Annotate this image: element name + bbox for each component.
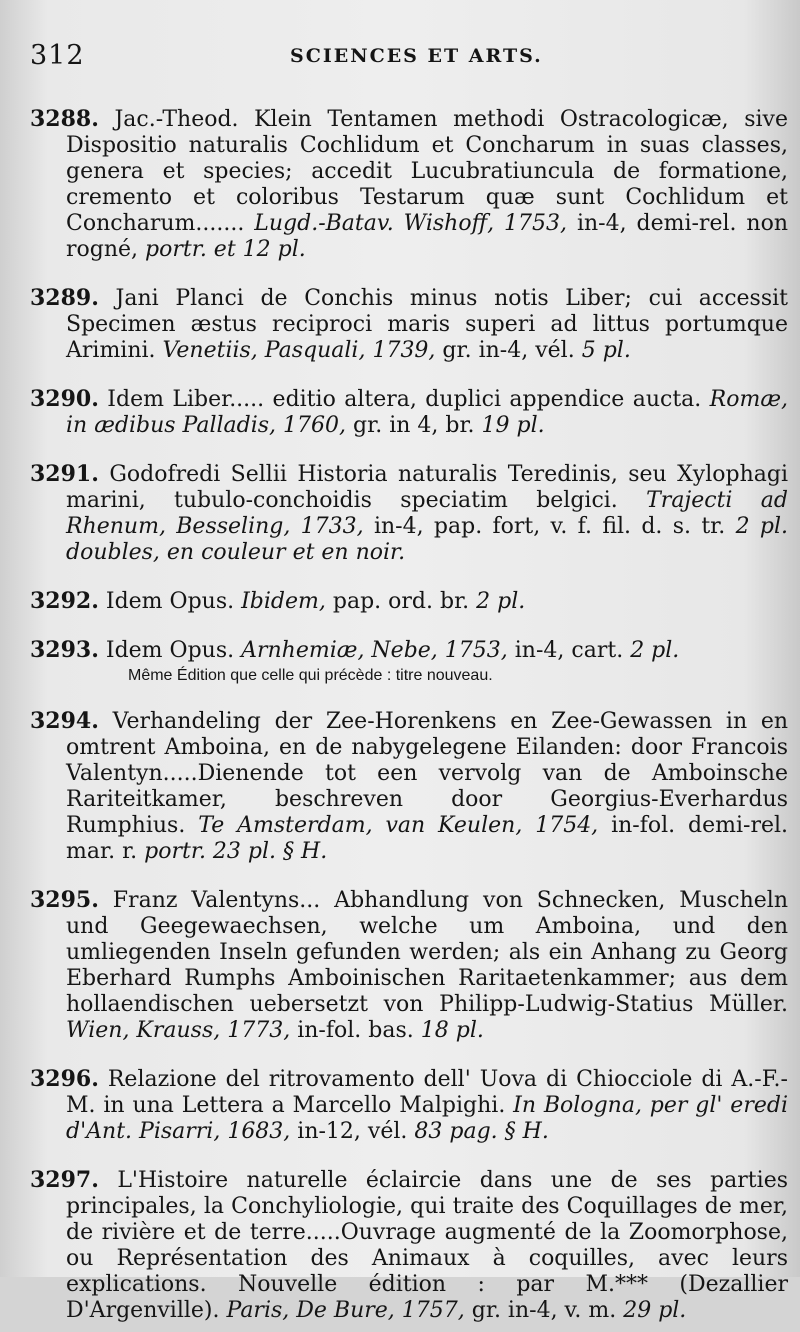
entry-number: 3289. xyxy=(30,285,99,311)
entry-format: pap. ord. br. xyxy=(325,589,477,614)
entry-title: Relazione del ritrovamento dell' Uova di Chiocciole di A.-F.-M. in una Lettera a Marcello Malpighi. xyxy=(66,1067,788,1118)
entry-format: in-4, cart. xyxy=(507,638,631,663)
catalogue-entry xyxy=(30,386,788,439)
entry-title: Franz Valentyns... Abhandlung von Schnecken, Muscheln und Geegewaechsen, welche um Amboina, und den umliegenden Inseln gefunden werden; als ein Anhang zu Georg Eberhard Rumphs Amboinischen Raritaetenkammer; aus dem hollaendischen uebersetzt von Philipp-Ludwig-Statius Müller. xyxy=(66,888,788,1017)
catalogue-entry xyxy=(30,708,788,865)
entry-imprint: Paris, De Bure, 1757, xyxy=(226,1298,465,1323)
entry-imprint: Lugd.-Batav. Wishoff, 1753, xyxy=(254,211,568,236)
entry-title: Verhandeling der Zee-Horenkens en Zee-Gewassen in en omtrent Amboina, en de nabygelegene Eilanden: door Francois Valentyn.....Dienende tot een vervolg van de Amboinsche Rariteitkamer, beschreven door Georgius-Everhardus Rumphius. xyxy=(66,709,789,838)
entry-imprint: Arnhemiæ, Nebe, 1753, xyxy=(241,638,508,663)
entry-imprint: Te Amsterdam, van Keulen, 1754, xyxy=(198,813,599,838)
entry-title: Idem Opus. xyxy=(105,589,242,614)
entry-imprint: Wien, Krauss, 1773, xyxy=(66,1018,291,1043)
entry-plates: portr. 23 pl. § H. xyxy=(144,839,328,864)
entry-plates: 2 pl. xyxy=(630,638,680,663)
entry-plates: 83 pag. § H. xyxy=(414,1119,549,1144)
entry-title: Godofredi Sellii Historia naturalis Teredinis, seu Xylophagi marini, tubulo-conchoidis speciatim belgici. xyxy=(66,462,788,513)
entry-title: L'Histoire naturelle éclaircie dans une de ses parties principales, la Conchyliologie, qui traite des Coquillages de mer, de rivière et de terre.....Ouvrage augmenté de la Zoomorphose, ou Représentation des Animaux à coquilles, avec leurs explications. Nouvelle édition : par M.*** (Dezallier D'Argenville). xyxy=(66,1168,788,1323)
entry-imprint: Trajecti ad Rhenum, Besseling, 1733, xyxy=(66,488,788,539)
entry-number: 3290. xyxy=(30,386,99,412)
entry-format: gr. in 4, br. xyxy=(346,413,482,438)
entry-plates: 2 pl. xyxy=(476,589,526,614)
entry-title: Jac.-Theod. Klein Tentamen methodi Ostracologicæ, sive Dispositio naturalis Cochlidum et Concharum in suas classes, genera et species; accedit Lucubratiuncula de formatione, cremento et coloribus Testarum quæ sunt Cochlidum et Concharum....... xyxy=(66,107,788,236)
entry-plates: 5 pl. xyxy=(581,338,631,363)
running-head: SCIENCES ET ARTS. xyxy=(290,45,543,67)
catalogue-entries xyxy=(30,84,788,1332)
catalogue-entry xyxy=(30,106,788,263)
catalogue-entry xyxy=(30,588,788,615)
entry-title: Idem Liber..... editio altera, duplici appendice aucta. xyxy=(107,387,710,412)
entry-title: Idem Opus. xyxy=(105,638,242,663)
entry-imprint: Venetiis, Pasquali, 1739, xyxy=(162,338,436,363)
page-number: 312 xyxy=(30,40,85,71)
entry-format: gr. in-4, vél. xyxy=(435,338,582,363)
entry-plates: 2 pl. doubles, en couleur et en noir. xyxy=(66,514,788,565)
entry-format: in-12, vél. xyxy=(290,1119,415,1144)
entry-number: 3297. xyxy=(30,1167,99,1193)
catalogue-entry xyxy=(30,461,788,566)
catalogue-entry xyxy=(30,637,788,664)
entry-format: gr. in-4, v. m. xyxy=(464,1298,624,1323)
entry-format: in-fol. demi-rel. mar. r. xyxy=(66,813,789,864)
catalogue-entry xyxy=(30,1066,788,1145)
entry-number: 3288. xyxy=(30,106,99,132)
entry-number: 3291. xyxy=(30,461,99,487)
entry-plates: 18 pl. xyxy=(420,1018,484,1043)
entry-number: 3295. xyxy=(30,887,99,913)
catalogue-entry xyxy=(30,1167,788,1324)
entry-number: 3293. xyxy=(30,637,99,663)
entry-number: 3292. xyxy=(30,588,99,614)
entry-format: in-fol. bas. xyxy=(290,1018,421,1043)
entry-format: in-4, demi-rel. non rogné, xyxy=(66,211,788,262)
entry-plates: 29 pl. xyxy=(623,1298,687,1323)
catalogue-entry xyxy=(30,285,788,364)
edition-note: Même Édition que celle qui précède : titre nouveau. xyxy=(128,667,493,684)
entry-imprint: Ibidem, xyxy=(241,589,326,614)
entry-imprint: In Bologna, per gl' eredi d'Ant. Pisarri, 1683, xyxy=(66,1093,788,1144)
entry-imprint: Romæ, in ædibus Palladis, 1760, xyxy=(66,387,789,438)
entry-plates: portr. et 12 pl. xyxy=(145,237,306,262)
catalogue-entry xyxy=(30,887,788,1044)
entry-title: Jani Planci de Conchis minus notis Liber; cui accessit Specimen æstus reciproci maris superi ad littus portumque Arimini. xyxy=(66,286,789,363)
entry-plates: 19 pl. xyxy=(481,413,545,438)
entry-number: 3296. xyxy=(30,1066,99,1092)
entry-format: in-4, pap. fort, v. f. fil. d. s. tr. xyxy=(363,514,736,539)
entry-number: 3294. xyxy=(30,708,99,734)
